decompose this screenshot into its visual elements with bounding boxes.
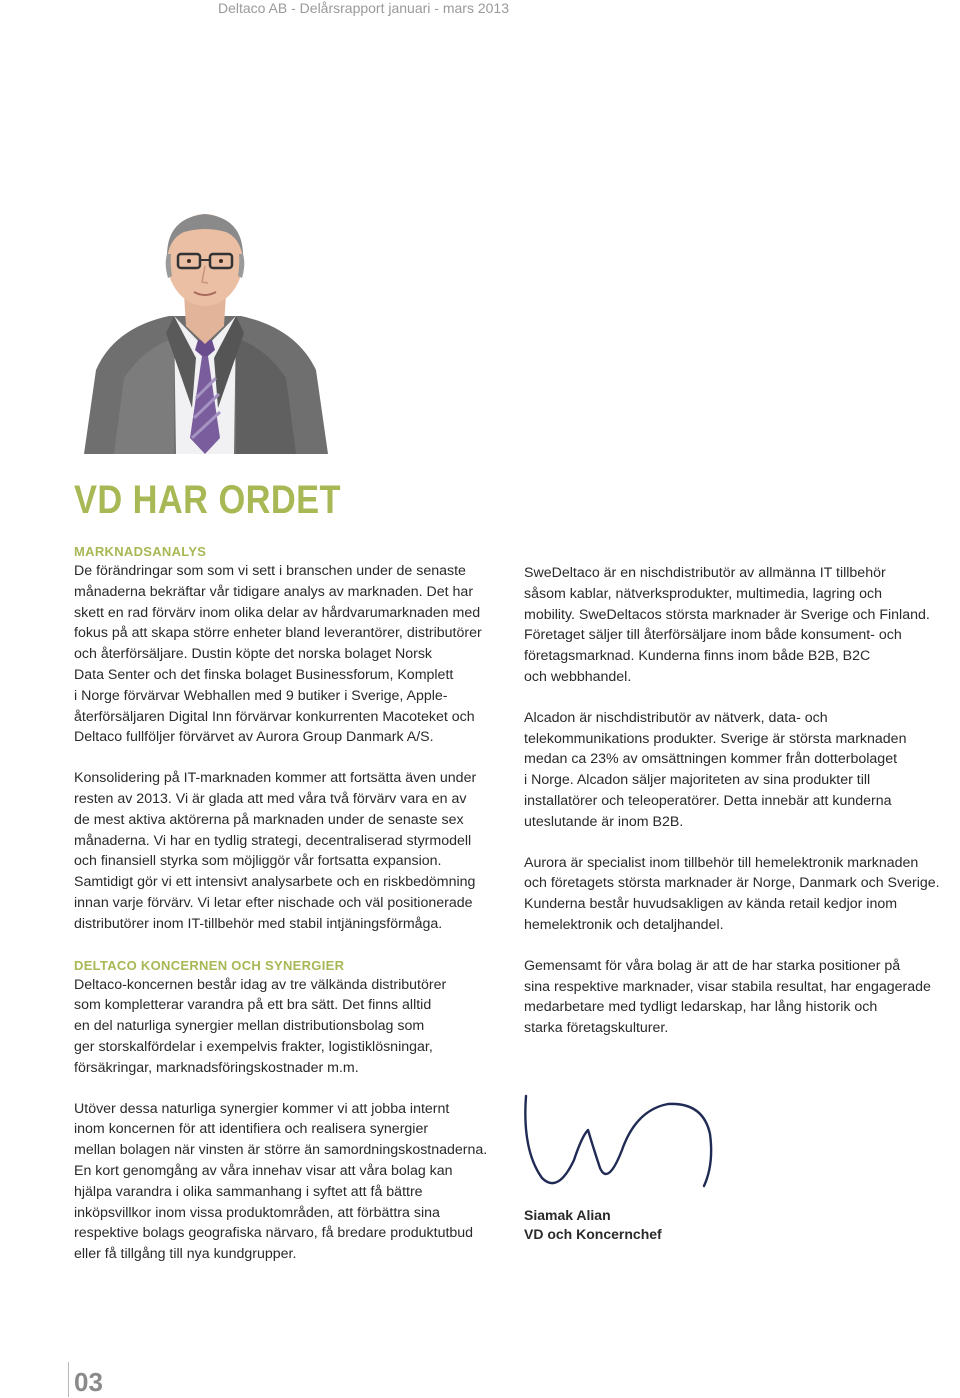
section-heading-koncernen: DELTACO KONCERNEN OCH SYNERGIER (74, 957, 345, 973)
page-number: 03 (74, 1367, 103, 1397)
paragraph-aurora: Aurora är specialist inom tillbehör till hemelektronik marknaden och företagets största marknader är Norge, Danmark och Sverige. Kunderna består huvudsakligen av kända retail kedjor inom hemelektronik och detaljhandel. (524, 854, 940, 933)
right-column (524, 563, 960, 1039)
ceo-portrait-photo (74, 198, 336, 454)
paragraph-consolidation: Konsolidering på IT-marknaden kommer att fortsätta även under resten av 2013. Vi är glada att med våra två förvärv vara en av de mest aktiva aktörerna på marknaden under de senaste sex månaderna. Vi har en tydlig strategi, decentraliserad styrmodell och finansiell styrka som möjliggör vår fortsatta expansion. Samtidigt gör vi ett intensivt analysarbete och en riskbedömning innan varje förvärv. Vi letar efter nischade och väl positionerade distributörer inom IT-tillbehör med stabil intjäningsförmåga. (74, 770, 477, 932)
left-column (74, 543, 514, 1265)
page-title: VD HAR ORDET (74, 478, 341, 522)
signer-role: VD och Koncernchef (524, 1226, 662, 1242)
paragraph-synergies: Utöver dessa naturliga synergier kommer vi att jobba internt inom koncernen för att identifiera och realisera synergier mellan bolagen när vinsten är större än samordningskostnaderna. En kort genomgång av våra innehav visar att våra bolag kan hjälpa varandra i olika sammanhang i syftet att få bättre inköpsvillkor inom vissa produktområden, att förbättra sina respektive bolags geografiska närvaro, få bredare produktutbud eller få tillgång till nya kundgrupper. (74, 1100, 488, 1263)
signer-name: Siamak Alian (524, 1207, 611, 1223)
paragraph-group-companies: Deltaco-koncernen består idag av tre välkända distributörer som kompletterar varandra på ett bra sätt. Det finns alltid en del naturliga synergier mellan distributionsbolag som ger storskalfördelar i exempelvis frakter, logistiklösningar, försäkringar, marknadsföringskostnader m.m. (74, 976, 447, 1076)
section-heading-marknadsanalys: MARKNADSANALYS (74, 544, 207, 559)
paragraph-alcadon: Alcadon är nischdistributör av nätverk, data- och telekommunikations produkter. Sverige är största marknaden medan ca 23% av omsättningen kommer från dotterbolaget i Norge. Alcadon säljer majoriteten av sina produkter till installatörer och teleoperatörer. Detta innebär att kunderna uteslutande är inom B2B. (524, 709, 907, 830)
paragraph-swedeltaco: SweDeltaco är en nischdistributör av allmänna IT tillbehör såsom kablar, nätverksprodukter, multimedia, lagring och mobility. SweDeltacos största marknader är Sverige och Finland. Företaget säljer till återförsäljare inom både konsument- och företagsmarknad. Kunderna finns inom både B2B, B2C och webbhandel. (524, 565, 930, 685)
document-header-title: Deltaco AB - Delårsrapport januari - mars 2013 (217, 0, 509, 16)
paragraph-common-strengths: Gemensamt för våra bolag är att de har starka positioner på sina respektive marknader, visar stabila resultat, har engagerade medarbetare med tydligt ledarskap, har lång historik och starka företagskulturer. (524, 957, 931, 1037)
handwritten-signature (518, 1090, 718, 1200)
page-number-divider (68, 1362, 69, 1397)
paragraph-market-changes: De förändringar som som vi sett i branschen under de senaste månaderna bekräftar vår tidigare analys av marknaden. Det har skett en rad förvärv inom olika delar av hårdvarumarknaden med fokus på att skapa större enheter bland leverantörer, distributörer och återförsäljare. Dustin köpte det norska bolaget Norsk Data Senter och det finska bolaget Businessforum, Komplett i Norge förvärvar Webhallen med 9 butiker i Sverige, Apple- återförsäljaren Digital Inn förvärvar konkurrenten Macoteket och Deltaco fullföljer förvärvet av Aurora Group Danmark A/S. (74, 563, 482, 746)
signer-block (524, 1206, 662, 1244)
